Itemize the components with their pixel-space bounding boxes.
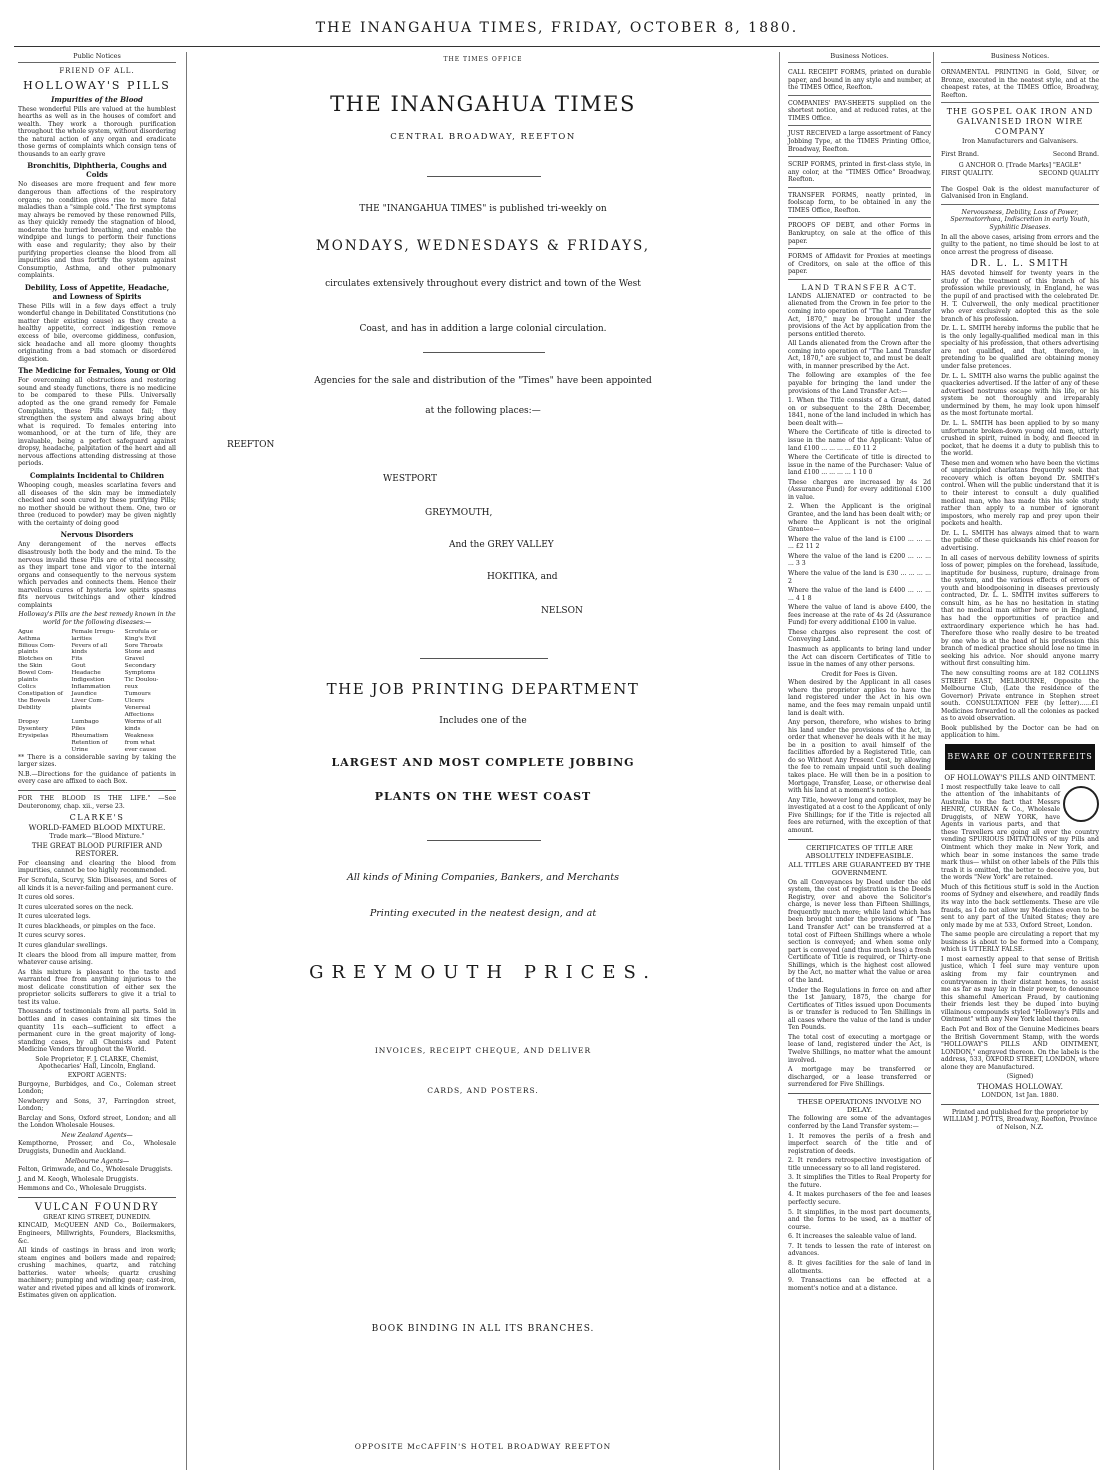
advantage-item: 2. It renders retrospective investigation of title unnecessary so to all land registered. [788,1157,931,1172]
disease-item: Erysipelas [18,732,49,739]
fee-item: Where the value of land is above £400, the fees increase at the rate of 4s 2d (Assurance Fund) for every additional £100 in value. [788,604,931,627]
divider [18,790,176,791]
paragraph: HAS devoted himself for twenty years in the study of the treatment of this branch of his profession while previously, in England, he was the pupil of and practised with the celebrated Dr. H. T. Culverwell, the only medical practitioner who ever exclusively adopted this as the sole branch of his profession. [941,270,1099,323]
disease-item: Secondary [124,663,156,670]
paragraph: The same people are circulating a report that my business is about to be formed into a Company, which is UTTERLY FALSE. [941,931,1099,954]
short-ad: SCRIP FORMS, printed in first-class style, in any color, at the "TIMES Office" Broadway, Reefton. [788,159,931,188]
mining-line: All kinds of Mining Companies, Bankers, and Merchants [347,872,619,883]
agency-reefton: REEFTON [227,440,275,450]
diseases-list [18,629,176,754]
second-quality: SECOND QUALITY [1038,170,1099,178]
column-header: Business Notices. [941,52,1099,63]
agent-item: Felton, Grimwade, and Co., Wholesale Druggists. [18,1166,173,1174]
paragraph: For cleansing and clearing the blood from impurities, cannot be too highly recommended. [18,859,176,875]
disease-item: Gout [71,663,86,670]
disease-item: Bilious Com- [18,642,56,649]
short-ad: JUST RECEIVED a large assortment of Fancy Jobbing Type, at the TIMES Printing Office, Broadway, Reefton. [788,128,931,157]
office-address-line: OPPOSITE McCAFFIN'S HOTEL BROADWAY REEFTON [354,1442,612,1451]
short-ad: TRANSFER FORMS, neatly printed, in foolscap form, to be obtained in any the TIMES Office, Reefton. [788,190,931,219]
disease-item: kinds [71,649,88,656]
paragraph: The total cost of executing a mortgage or lease of land, registered under the Act, is Twelve Shillings, no matter what the amount involved. [788,1033,931,1064]
paragraph: The following are examples of the fee payable for bringing the land under the provisions of the Land Transfer Act:— [788,372,931,395]
right-column-2 [938,52,1102,1470]
cards-line: CARDS, AND POSTERS. [427,1086,539,1095]
disease-item: Weakness [124,732,154,739]
disease-item: Ague [18,628,34,635]
friend-heading: FRIEND OF ALL. [59,67,135,75]
vulcan-address: GREAT KING STREET, DUNEDIN. [43,1213,151,1221]
paragraph: Under the Regulations in force on and after the 1st January, 1875, the charge for Certificates of Titles issued upon Documents is or transfer is reduced to Ten Shillings in all cases where the value of the land is under Ten Pounds. [788,986,931,1032]
paragraph: LANDS ALIENATED or contracted to be alienated from the Crown in fee prior to the coming into operation of "The Land Transfer Act, 1870," may be brought under the provisions of the Act by application from the persons entitled thereto. [788,292,931,338]
vulcan-heading: VULCAN FOUNDRY [34,1201,160,1213]
fee-item: These charges also represent the cost of Conveying Land. [788,628,931,644]
circulation-line-2: Coast, and has in addition a large colonial circulation. [359,324,607,334]
paragraph: All kinds of castings in brass and iron work; steam engines and boilers made and repaired; crushing machines, quartz, and ratching batteries. water wheels; quartz crushing machinery; pumping and winding gear; cast-iron, water and riveted pipes and all kinds of ironwork. Estimates given on application. [18,1247,176,1300]
disease-item: plaints [18,649,38,656]
subhead-nervous: Nervous Disorders [60,530,134,540]
world-famed-heading: WORLD-FAMED BLOOD MIXTURE. [28,823,166,833]
holloway-signature: THOMAS HOLLOWAY. [977,1081,1063,1091]
divider [788,1093,931,1094]
second-brand: Second Brand. [1052,151,1099,159]
proprietor: Sole Proprietor, F. J. CLARKE, Chemist, Apothecaries' Hall, Lincoln, England. [35,1055,159,1071]
disease-item: Dysentery [18,725,48,732]
disease-item: Colics [18,684,36,691]
cure-item: It cures glandular swellings. [18,941,108,949]
disease-item: Fevers of all [71,642,108,649]
trademark: Trade mark—"Blood Mixture." [49,833,145,841]
center-column [186,52,780,1470]
disease-item: Inflammation [71,684,111,691]
paragraph: Any Title, however long and complex, may be investigated at a cost to the Applicant of only Five Shillings; for if the Title is rejected all fees are returned, with the exception of that amount. [788,796,931,834]
agent-item: Hemmons and Co., Wholesale Druggists. [18,1185,147,1193]
divider [941,1104,1099,1105]
clarkes-heading: CLARKE'S [69,813,125,823]
divider [18,1197,176,1198]
diseases-intro: Holloway's Pills are the best remedy known in the world for the following diseases:— [18,611,176,627]
disease-item: Liver Com- [71,698,104,705]
kincaid-ad: KINCAID, McQUEEN AND Co., Boilermakers, Engineers, Millwrights, Founders, Blacksmiths, &c. [18,1222,176,1245]
advantage-item: 7. It tends to lessen the rate of interest on advances. [788,1242,931,1258]
disease-item: Constipation of [18,691,63,698]
advantage-item: 3. It simplifies the Titles to Real Property for the future. [788,1174,931,1189]
disease-item: Female Irregu- [71,628,116,635]
paragraph: For Scrofula, Scurvy, Skin Diseases, and Sores of all kinds it is a never-failing and permanent cure. [18,877,176,892]
disease-item: Blotches on [18,656,53,663]
paragraph: Thousands of testimonials from all parts. Sold in bottles and in cases containing six times the quantity 11s each—sufficient to effect a permanent cure in the great majority of long-standing cases, by all Chemists and Patent Medicine Vendors throughout the World. [18,1008,176,1054]
disease-item: Lumbago [71,718,99,725]
paragraph: As this mixture is pleasant to the taste and warranted free from anything injurious to the most delicate constitution of either sex the proprietor solicits sufferers to give it a trial to test its value. [18,968,176,1006]
paragraph: Much of this fictitious stuff is sold in the Auction rooms of Sydney and elsewhere, and readily finds its way into the back settlements. These are vile frauds, as I do not allow my Medicines even to be sent to any part of the United States; they are only made by me at 533, Oxford Street, London. [941,883,1099,929]
quality-row [941,170,1099,180]
purifier-heading: THE GREAT BLOOD PURIFIER AND RESTORER. [31,841,163,859]
trade-marks: G ANCHOR O. [Trade Marks] "EAGLE" [958,161,1082,169]
agency-nelson: NELSON [541,606,583,616]
agency-grey-valley: And the GREY VALLEY [449,540,554,550]
advantage-item: 8. It gives facilities for the sale of land in allotments. [788,1259,931,1275]
column-header: Public Notices [18,52,176,63]
cures-list [18,894,176,967]
credit-heading: Credit for Fees is Given. [821,670,898,678]
beware-banner: BEWARE OF COUNTERFEITS [945,744,1095,770]
left-column [16,52,178,1470]
fee-item: Where the value of the land is £200 ... ... ... ... 3 3 [788,552,931,568]
paragraph: Any person, therefore, who wishes to bring his land under the provisions of the Act, in order that whenever he deals with it he may be in a position to avail himself of the facilities afforded by a Registered Title, can do so Without Any Present Cost, by allowing the fee to remain unpaid until such dealing takes place. He will then be in a position to Mortgage, Transfer, Lease, or otherwise deal with his land at a moment's notice. [788,719,931,795]
export-agents-heading: EXPORT AGENTS: [67,1071,127,1079]
paragraph: Dr. L. L. SMITH also warns the public against the quackeries advertised. If the latter of any of these advertised nostrums escape with his life, or his system be not thoroughly and irreparably undermined by them, he may look upon himself as the most fortunate mortal. [941,372,1099,418]
disease-item: Bowel Com- [18,670,54,677]
disease-item: reux [124,684,138,691]
disease-item: Tumours [124,691,151,698]
saving-note: ** There is a considerable saving by taking the larger sizes. [18,753,176,769]
trade-mark-seal-icon [1063,786,1099,822]
right-column-1 [786,52,934,1470]
agent-item: J. and M. Keogh, Wholesale Druggists. [18,1175,139,1183]
divider [420,658,548,659]
subhead-impurities: Impurities of the Blood [51,94,143,104]
paragraph: Whooping cough, measles scarlatina fevers and all diseases of the skin may be immediately checked and soon cured by these purifying Pills; no mother should be without them. One, two or three (reduced to powder) may be given nightly with the certainty of doing good [18,482,176,527]
melb-agents-heading: Melbourne Agents— [64,1157,130,1165]
invoices-line: INVOICES, RECEIPT CHEQUE, AND DELIVER [374,1046,592,1055]
disease-item: from what [124,739,155,746]
fee-item: Where the Certificate of title is directed to issue in the name of the Purchaser: Value of land £100 ... ... ... ... 1 10 0 [788,454,931,477]
paragraph: A mortgage may be transferred or discharged, or a lease transferred or surrendered for Five Shillings. [788,1066,931,1089]
gospel-oak-note: The Gospel Oak is the oldest manufacturer of Galvanised Iron in England. [941,184,1099,205]
agent-item: Burgoyne, Burbidges, and Co., Coleman street London; [18,1080,176,1096]
circulation-line-1: circulates extensively throughout every district and town of the West [325,279,641,289]
masthead-rule [14,46,1100,47]
paragraph: No diseases are more frequent and few more dangerous than affections of the respiratory organs; no condition gives rise to more fatal maladies than a "simple cold." The first symptoms may always be removed by these renowned Pills, as they quickly remedy the stagnation of blood, moderate the hurried breathing, and enable the windpipe and lungs to perform their functions with ease and regularity; they also by their purifying properties cleanse the blood from all impurities and thus fortify the system against Consumptio, Asthma, and other pulmonary complaints. [18,181,176,280]
holloway-counterfeit-heading: OF HOLLOWAY'S PILLS AND OINTMENT. [944,774,1096,782]
disease-item: Asthma [18,635,41,642]
places-line: at the following places:— [425,406,541,416]
nb-note: N.B.—Directions for the guidance of patients in every case are affixed to each Box. [18,770,176,786]
advantage-item: 4. It makes purchasers of the fee and leases perfectly secure. [788,1191,931,1206]
paragraph: Dr. L. L. SMITH has been applied to by so many unfortunate broken-down young old men, utterly crushed in spirit, ruined in body, and fleeced in pocket, that he deems it a duty to publish this to the world. [941,419,1099,458]
subhead-females: The Medicine for Females, Young or Old [18,366,176,376]
fee-item: Where the value of the land is £400 ... ... ... ... 4 1 8 [788,587,931,602]
largest-line: LARGEST AND MOST COMPLETE JOBBING [331,756,635,769]
short-ad: PROOFS OF DEBT, and other Forms in Bankruptcy, on sale at the office of this paper. [788,220,931,249]
disease-item: King's Evil [124,635,156,642]
disease-item: Piles [71,725,86,732]
short-ad: CALL RECEIPT FORMS, printed on durable paper, and bound in any style and number, at the TIMES Office, Reefton. [788,67,931,96]
melb-agents-list [18,1166,176,1193]
short-ad: COMPANIES' PAY-SHEETS supplied on the shortest notice, and at reduced rates, at the TIMES Office. [788,98,931,127]
disease-item: Scrofula or [124,628,158,635]
disease-item: Symptoms [124,670,156,677]
fee-item: Where the value of the land is £30 ... ... ... ... 2 [788,569,931,585]
fee-list [788,429,931,644]
disease-item: Dropsy [18,718,39,725]
paragraph: Book published by the Doctor can be had on application to him. [941,724,1099,740]
disease-item: kinds [124,725,141,732]
cure-item: It clears the blood from all impure matter, from whatever cause arising. [18,951,176,967]
paragraph: These Pills will in a few days effect a truly wonderful change in Debilitated Constitutions (no matter their existing cause) as they create a healthy appetite, correct indigestion remove excess of bile, overcome giddiness, confusion, sick headache and all more gloomy thoughts originating from a bad stomach or disordered digestion. [18,302,176,363]
signed-label: (Signed) [1006,1073,1034,1081]
paragraph: 1. When the Title consists of a Grant, dated on or subsequent to the 28th December, 1841, none of the land included in which has been dealt with— [788,397,931,427]
paper-title: THE INANGAHUA TIMES [330,92,636,116]
fee-item: Where the Certificate of title is directed to issue in the name of the Applicant: Value of land £100 ... ... ... ... £0 11 2 [788,429,931,452]
fee-item: Where the value of the land is £100 ... ... ... ... £2 11 2 [788,535,931,551]
paragraph: These wonderful Pills are valued at the humblest hearths as well as in the houses of comfort and wealth. They work a thorough purification throughout the whole system, without disordering the natural action of any organ and eradicate those germs of complaints which consign tens of thousands to an early grave [18,105,176,158]
advantage-item: 5. It simplifies, in the most part documents, and the forms to be used, as a matter of course. [788,1208,931,1231]
land-transfer-heading: LAND TRANSFER ACT. [801,282,918,292]
disease-item [18,740,69,747]
paragraph: On all Conveyances by Deed under the old system, the cost of registration is the Deeds Registry, over and above the Solicitor's charge, is never less than Fifteen Shillings, frequently much more; while land which has been brought under the provisions of "The Land Transfer Act" can be transferred at a total cost of Fifteen Shillings where a whole section is conveyed; and when some only part is conveyed (and thus much less) a fresh Certificate of Title is required, or Thirty-one Shillings, which is the highest cost allowed by the Act, no matter what the value or area of the land. [788,878,931,984]
cure-item: It cures scurvy sores. [18,932,86,940]
advantages-list [788,1133,931,1293]
disease-item: Retention of [71,739,108,746]
disease-item: Gravel [124,656,145,663]
all-titles-heading: ALL TITLES ARE GUARANTEED BY THE GOVERNMENT. [788,861,931,878]
disease-item: larities [71,635,92,642]
disease-item: Ulcers [124,698,144,705]
fee-item: These charges are increased by 4s 2d (Assurance Fund) for every additional £100 in value. [788,478,931,501]
divider [423,352,545,353]
paragraph: Dr. L. L. SMITH hereby informs the public that he is the only legally-qualified medical man in this specialty of his profession, that others advertising are not qualified, and that, therefore, in pretending to be qualified are obtaining money under false pretences. [941,325,1099,370]
signature-place: LONDON, 1st Jan. 1880. [981,1092,1059,1100]
certificates-heading: CERTIFICATES OF TITLE ARE ABSOLUTELY INDEFEASIBLE. [805,843,914,860]
first-brand: First Brand. [941,151,979,159]
blood-life-quote: FOR THE BLOOD IS THE LIFE." —See Deuteronomy, chap. xii., verse 23. [18,795,176,810]
column-header: Business Notices. [788,52,931,63]
subhead-children: Complaints Incidental to Children [29,471,165,481]
agency-hokitika: HOKITIKA, and [487,572,558,582]
divider [427,840,541,841]
advantage-item: 1. It removes the perils of a fresh and imperfect search of the title and of registration of deeds. [788,1132,931,1155]
disease-item: Headache [71,670,101,677]
subhead-bronchitis: Bronchitis, Diphtheria, Coughs and Colds [27,161,167,180]
holloway-heading: HOLLOWAY'S PILLS [23,78,171,92]
disease-item: plaints [18,677,38,684]
disease-item: Rheumatism [71,732,109,739]
disease-item: Stone and [124,649,155,656]
job-printing-heading: THE JOB PRINTING DEPARTMENT [326,680,640,698]
paragraph: I most earnestly appeal to that sense of British justice, which I feel sure may venture upon asking from my fair countrymen and countrywomen in their distant homes, to assist me as far as may lay in their power, to denounce this shameful American Fraud, by cautioning their friends lest they be duped into buying villainous compounds styled "Holloway's Pills and Ointment" with any New York label thereon. [941,955,1099,1024]
paragraph: I most respectfully take leave to call the attention of the inhabitants of Australia to the fact that Messrs HENRY, CURRAN & Co., Wholesale Druggists, of NEW YORK, have Agents in various parts, and that these Travellers are going all over the country vending SPURIOUS IMITATIONS of my Pills and Ointment which they make in New York, and which bear in some instances the same trade mark thus— whilst on other labels of the Pills this trash it is omitted, the better to deceive you, but the words "New York" are retained. [941,783,1099,882]
disease-item [18,747,69,754]
paragraph: These men and women who have been the victims of unprincipled charlatans frequently seek that recovery which is often beyond Dr. SMITH's control. When will the public understand that it is to their interest to consult a duly qualified medical man, who has made this his sole study rather than apply to a number of ignorant impostors, who merely rap and prey upon their pockets and health. [941,459,1099,528]
nervousness-heading: Nervousness, Debility, Loss of Power, Spermatorrhœa, Indiscretion in early Youth, Syphilitic Diseases. [950,208,1090,231]
agency-greymouth: GREYMOUTH, [425,508,493,518]
greymouth-prices: GREYMOUTH PRICES. [309,962,657,983]
paragraph: All Lands alienated from the Crown after the coming into operation of "The Land Transfer Act, 1870," are subject to, and must be dealt with, in manner prescribed by the Act. [788,340,931,370]
paragraph: Inasmuch as applicants to bring land under the Act can discern Certificates of Title to issue in the names of any other persons. [788,646,931,669]
cure-item: It cures ulcerated sores on the neck. [18,903,134,911]
disease-item: Indigestion [71,677,105,684]
cure-item: It cures blackheads, or pimples on the face. [18,922,156,930]
paragraph: In all the above cases, arising from errors and the guilty to the patient, no time should be lost to at once arrest the progress of disease. [941,233,1099,256]
disease-item: Jaundice [71,691,97,698]
paragraph: When desired by the Applicant in all cases where the proprietor applies to have the land registered under the Act in his own name, and the fees may remain unpaid until land is dealt with. [788,679,931,717]
agent-item: Newberry and Sons, 37, Farringdon street, London; [18,1097,176,1113]
disease-item: Worms of all [124,718,162,725]
published-line: THE "INANGAHUA TIMES" is published tri-weekly on [359,204,607,214]
disease-item: the Bowels [18,698,51,705]
paragraph: The following are some of the advantages conferred by the Land Transfer system:— [788,1115,931,1130]
brands-row [941,151,1099,161]
disease-item: plaints [71,705,92,712]
advantage-item: 6. It increases the saleable value of land. [788,1233,917,1241]
paragraph: Each Pot and Box of the Genuine Medicines bears the British Government Stamp, with the words "HOLLOWAY'S PILLS AND OINTMENT, LONDON," engraved thereon. On the labels is the address, 533, OXFORD STREET, LONDON, where alone they are Manufactured. [941,1025,1099,1071]
subhead-debility: Debility, Loss of Appetite, Headache, and Lowness of Spirits [24,282,170,301]
short-ad: FORMS of Affidavit for Proxies at meetings of Creditors, on sale at the office of this paper. [788,251,931,280]
disease-item: Venereal Affections [124,705,154,719]
includes-line: Includes one of the [439,716,527,726]
paragraph: The new consulting rooms are at 182 COLLINS STREET EAST, MELBOURNE, Opposite the Melbourne Club, (Late the residence of the Governor) Private entrance in Stephen street south. CONSULTATION FEE (by letter)......£1 Medicines forwarded to all the colonies as packed as to avoid observation. [941,669,1099,723]
divider [788,839,931,840]
disease-item: Fits [71,656,83,663]
disease-item: Debility [18,705,41,712]
nz-agents-heading: New Zealand Agents— [61,1131,133,1139]
divider [427,176,541,177]
agent-item: Barclay and Sons, Oxford street, London; and all the London Wholesale Houses. [18,1114,176,1130]
short-ads [788,67,931,280]
book-binding-line: BOOK BINDING IN ALL ITS BRANCHES. [371,1324,595,1334]
nz-agent: Kempthorne, Prosser, and Co., Wholesale Druggists, Dunedin and Auckland. [18,1140,176,1156]
gospel-oak-heading: THE GOSPEL OAK IRON AND GALVANISED IRON WIRE COMPANY [946,107,1094,136]
masthead: THE INANGAHUA TIMES, FRIDAY, OCTOBER 8, 1880. [315,20,799,36]
fee-item: 2. When the Applicant is the original Grantee, and the land has been dealt with; or where the Applicant is not the original Grantee— [788,503,931,534]
paragraph: For overcoming all obstructions and restoring sound and steady functions, there is no medicine to be compared to these Pills. Universally adopted as the one grand remedy for Female Complaints, these Pills cannot fail; they strengthen the system and always bring about what is required. To females entering into womanhood, or at the turn of life, they are invaluable, being a perfect safeguard against dropsy, headache, palpitation of the heart and all nervous affections attending distressing at those periods. [18,377,176,468]
printer-imprint: Printed and published for the proprietor by WILLIAM J. POTTS, Broadway, Reefton, Province of Nelson, N.Z. [942,1108,1098,1131]
paragraph: Any derangement of the nerves effects disastrously both the body and the mind. To the nervous invalid these Pills are of vital necessity, as they impart tone and vigor to the internal organs and consequently to the nervous system which pervades and connects them. Hence their marvellous cures of hysteria low spirits spasms fits nervous twitchings and other kindred complaints [18,541,176,609]
publication-days: MONDAYS, WEDNESDAYS & FRIDAYS, [315,238,651,254]
disease-item: the Skin [18,663,43,670]
dr-smith-heading: DR. L. L. SMITH [970,259,1070,270]
disease-item: ever cause [124,746,157,753]
paper-address: CENTRAL BROADWAY, REEFTON [390,132,576,142]
paragraph: In all cases of nervous debility lowness of spirits loss of power, pimples on the forehead, lassitude, inaptitude for business, rupture, drainage from the system, and the various effects of errors of youth and bloodpoisoning in diseases previously contracted, Dr. L. L. SMITH invites sufferers to consult him, as he has no hesitation in stating that no medical man either here or in England, has had the opportunities of practice and extraordinary experience which he has had. Therefore those who really desire to be treated by one who is at the head of his profession this branch of medical practice should lose no time in seeking his advice. Nor should anyone marry without first consulting him. [941,554,1099,668]
disease-item: Tic Doulou- [124,677,159,684]
agency-westport: WESTPORT [383,474,438,484]
paragraph: Dr. L. L. SMITH has always aimed that to warn the public of these quicksands his chief reason for advertising. [941,529,1099,552]
disease-item: Urine [71,746,89,753]
printing-line: Printing executed in the neatest design, and at [369,908,597,919]
export-agents-list [18,1081,176,1130]
operations-heading: THESE OPERATIONS INVOLVE NO DELAY. [797,1097,922,1115]
cure-item: It cures ulcerated legs. [18,913,91,921]
agencies-line: Agencies for the sale and distribution of the "Times" have been appointed [314,376,652,386]
center-top-label: THE TIMES OFFICE [443,56,523,63]
gospel-oak-sub: Iron Manufacturers and Galvanisers. [961,137,1078,145]
cure-item: It cures old sores. [18,894,75,902]
ornamental-ad: ORNAMENTAL PRINTING in Gold, Silver, or Bronze, executed in the neatest style, and at the cheapest rates, at the TIMES Office, Broadway, Reefton. [941,67,1099,103]
plants-line: PLANTS ON THE WEST COAST [374,790,592,803]
first-quality: FIRST QUALITY. [941,170,994,178]
advantage-item: 9. Transactions can be effected at a moment's notice and at a distance. [788,1277,931,1292]
disease-item: Sore Throats [124,642,163,649]
